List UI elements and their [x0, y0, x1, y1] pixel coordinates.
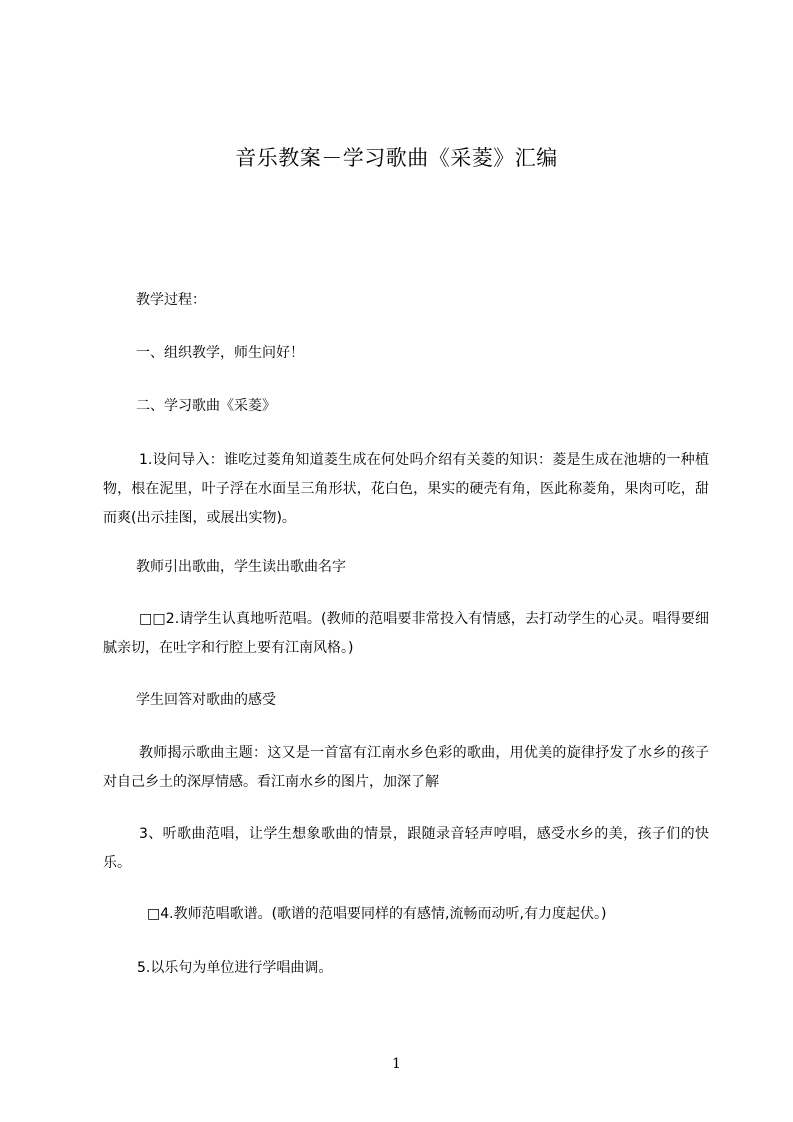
paragraph-song-name: 教师引出歌曲，学生读出歌曲名字	[136, 559, 346, 575]
document-title: 音乐教案－学习歌曲《采菱》汇编	[235, 146, 558, 170]
paragraph-step-four: □4.教师范唱歌谱。(歌谱的范唱要同样的有感情,流畅而动听,有力度起伏。)	[147, 906, 607, 922]
paragraph-step-one: 一、组织教学，师生问好！	[136, 345, 304, 361]
paragraph-student-feelings: 学生回答对歌曲的感受	[136, 692, 276, 708]
page-number: 1	[392, 1056, 401, 1072]
paragraph-song-theme: 教师揭示歌曲主题：这又是一首富有江南水乡色彩的歌曲，用优美的旋律抒发了水乡的孩子对自己乡土的深厚情感。看江南水乡的图片，加深了解	[103, 745, 709, 790]
paragraph-step-three: 3、听歌曲范唱，让学生想象歌曲的情景，跟随录音轻声哼唱，感受水乡的美，孩子们的快乐。	[103, 826, 709, 871]
paragraph-listening: □□2.请学生认真地听范唱。(教师的范唱要非常投入有情感，去打动学生的心灵。唱得要细腻亲切，在吐字和行腔上要有江南风格。)	[103, 611, 709, 656]
paragraph-teaching-process: 教学过程：	[136, 292, 206, 308]
paragraph-step-two: 二、学习歌曲《采菱》	[136, 398, 276, 414]
paragraph-introduction: 1.设问导入：谁吃过菱角知道菱生成在何处吗介绍有关菱的知识：菱是生成在池塘的一种植物，根在泥里，叶子浮在水面呈三角形状，花白色，果实的硬壳有角，医此称菱角，果肉可吃，甜而爽(出示挂图，或展出实物)。	[103, 452, 709, 526]
paragraph-step-five: 5.以乐句为单位进行学唱曲调。	[137, 960, 333, 976]
